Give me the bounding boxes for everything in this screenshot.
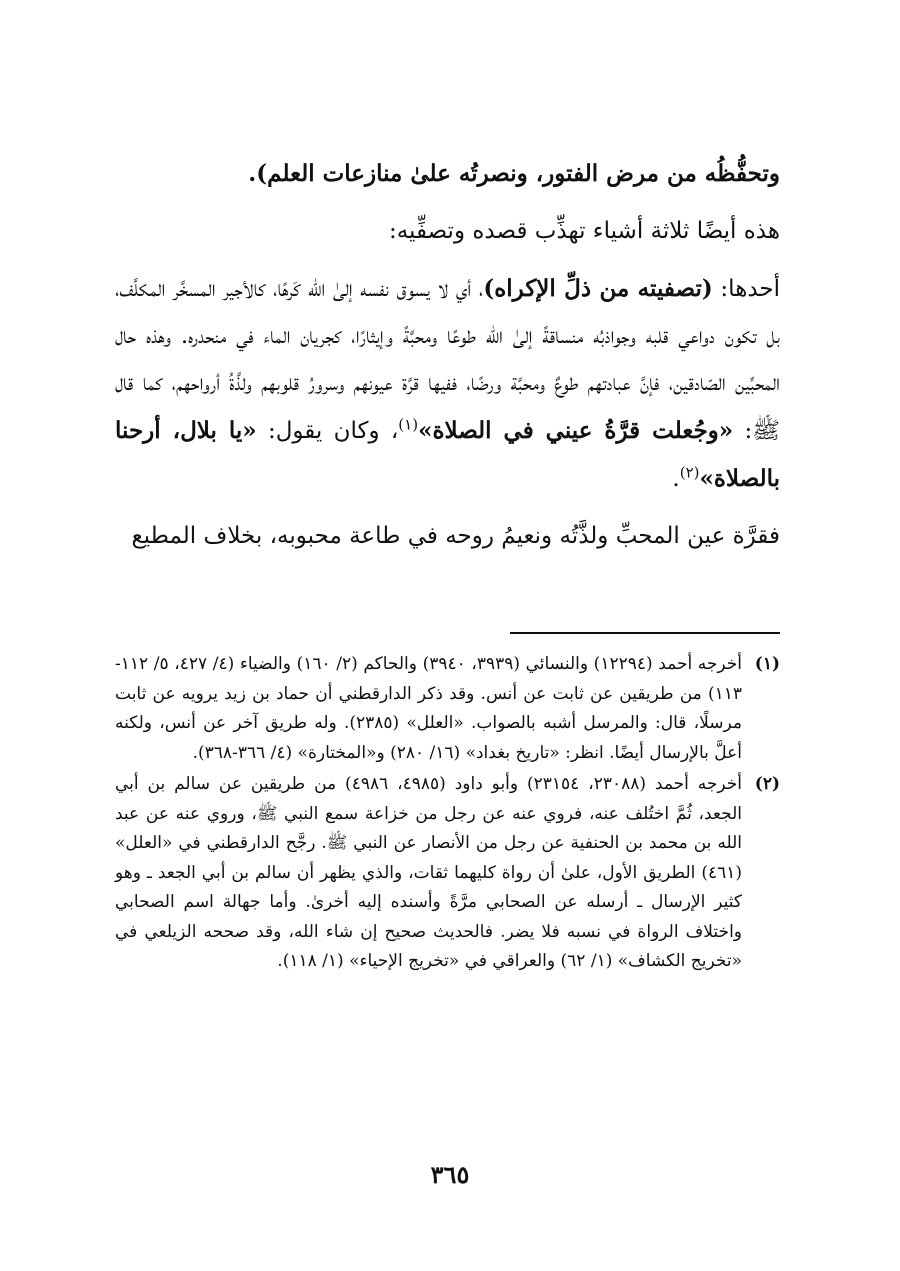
- text-segment: هذه أيضًا ثلاثة أشياء تهذِّب قصده وتصفِّيه:: [388, 218, 780, 244]
- paragraph: [115, 513, 780, 560]
- main-text: [115, 150, 780, 570]
- footnote: [115, 770, 780, 977]
- text-segment: فقرَّة عين المحبِّ ولذَّتُه ونعيمُ روحه في طاعة محبوبه، بخلاف المطيع: [131, 523, 780, 549]
- paragraph: [115, 265, 780, 503]
- footnote: [115, 650, 780, 768]
- footnote-reference[interactable]: (٢): [679, 463, 700, 482]
- hadith-quote: «يا بلال، أرحنا بالصلاة»: [115, 417, 780, 492]
- text-segment: ، وكان يقول:: [256, 418, 399, 444]
- footnote-reference[interactable]: (١): [398, 415, 419, 434]
- footnote-text: أخرجه أحمد (١٢٢٩٤) والنسائي (٣٩٣٩، ٣٩٤٠) والحاكم (٢/ ١٦٠) والضياء (٤/ ٤٢٧، ٥/ ١١٢- ١١٣) من طريقين عن ثابت عن أنس. وقد ذكر الدارقطني أن حماد بن زيد يرويه عن ثابت مرسلًا، قال: والمرسل أشبه بالصواب. «العلل» (٢٣٨٥). وله طريق آخر عن أنس، ولكنه أعلَّ بالإرسال أيضًا. انظر: «تاريخ بغداد» (١٦/ ٢٨٠) و«المختارة» (٤/ ٣٦٦-٣٦٨).: [115, 654, 743, 763]
- footnotes: [115, 650, 780, 979]
- footnote-number: (٢): [754, 774, 780, 794]
- paragraph: [115, 150, 780, 198]
- paragraph: [115, 208, 780, 255]
- footnote-number: (١): [754, 654, 780, 674]
- footnote-text: أخرجه أحمد (٢٣٠٨٨، ٢٣١٥٤) وأبو داود (٤٩٨٥، ٤٩٨٦) من طريقين عن سالم بن أبي الجعد، ثُمَّ اختُلف عنه، فروي عنه عن رجل من خزاعة سمع النبي ﷺ، وروي عنه عن عبد الله بن محمد بن الحنفية عن رجل من الأنصار عن النبي ﷺ. رجَّح الدارقطني في «العلل» (٤٦١) الطريق الأول، علىٰ أن رواة كليهما ثقات، والذي يظهر أن سالم بن أبي الجعد ـ وهو كثير الإرسال ـ أرسله عن الصحابي مرَّةً وأسنده إليه أخرىٰ. وأما جهالة اسم الصحابي واختلاف الرواة في نسبه فلا يضر. فالحديث صحيح إن شاء الله، وقد صححه الزيلعي في «تخريج الكشاف» (١/ ٦٢) والعراقي في «تخريج الإحياء» (١/ ١١٨).: [115, 774, 743, 971]
- page-number: ٣٦٥: [430, 1160, 470, 1189]
- quoted-phrase: (تصفيته من ذلِّ الإكراه): [483, 275, 713, 302]
- hadith-quote: «وجُعلت قرَّةُ عيني في الصلاة»: [418, 417, 734, 444]
- text-segment: .: [672, 466, 680, 492]
- text-segment: وتحفُّظُه من مرض الفتور، ونصرتُه علىٰ منازعات العلم).: [248, 160, 780, 187]
- text-segment: ، أي لا يسوق نفسه إلىٰ الله كَرهًا، كالأجير المسخَّر المكلَّف، بل تكون دواعي قلبه وجواذبُه منساقةً إلىٰ الله طوعًا ومحبَّةً وإيثارًا، كجريان الماء في منحدره. وهذه حال المحبِّين الصّادقين، فإنَّ عبادتهم طوعٌ ومحبَّة ورضًا، ففيها قرَّة عيونهم وسرورُ قلوبهم ولذَّةُ أرواحهم، كما قال ﷺ:: [115, 276, 780, 444]
- text-segment: أحدها:: [712, 276, 781, 302]
- footnote-divider: [510, 632, 780, 634]
